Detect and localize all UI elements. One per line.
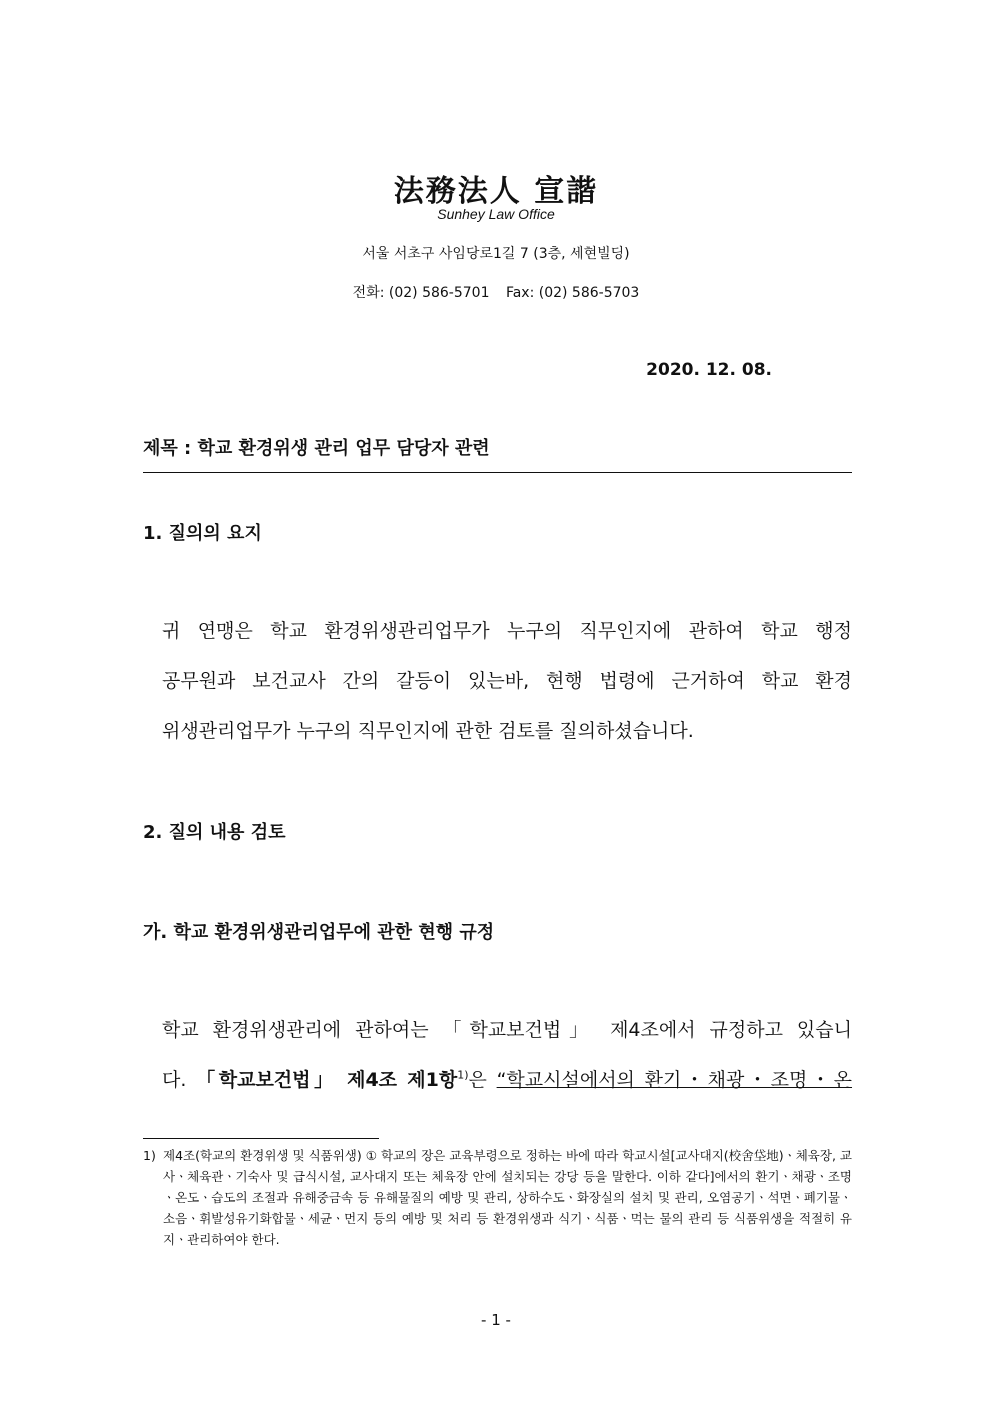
- line-particle: 은: [468, 1069, 497, 1091]
- paragraph-line: 위생관리업무가 누구의 직무인지에 관한 검토를 질의하셨습니다.: [162, 720, 694, 742]
- page-number: - 1 -: [481, 1311, 511, 1329]
- paragraph-line: 공무원과 보건교사 간의 갈등이 있는바, 현행 법령에 근거하여 학교 환경: [162, 670, 852, 692]
- firm-contact: [0, 282, 992, 302]
- phone-number: 전화: (02) 586-5701: [352, 285, 490, 301]
- document-subject: 제목 : 학교 환경위생 관리 업무 담당자 관련: [143, 438, 490, 459]
- quoted-provision: “학교시설에서의 환기・채광・조명・온: [496, 1069, 853, 1091]
- footnote-reference[interactable]: 1): [457, 1068, 469, 1082]
- paragraph-line: 학교 환경위생관리에 관하여는 「학교보건법」 제4조에서 규정하고 있습니: [162, 1019, 852, 1041]
- document-date: 2020. 12. 08.: [646, 360, 772, 380]
- current-rules-paragraph: [162, 1005, 852, 1105]
- footnote-divider: [143, 1138, 379, 1139]
- paragraph-line: 귀 연맹은 학교 환경위생관리업무가 누구의 직무인지에 관하여 학교 행정: [162, 620, 852, 642]
- footnote-number: 1): [143, 1148, 156, 1163]
- section-heading-inquiry-summary: 1. 질의의 요지: [143, 523, 262, 544]
- paragraph-line: [162, 1055, 852, 1105]
- footnote: [143, 1145, 852, 1250]
- inquiry-summary-paragraph: [162, 606, 852, 756]
- subject-divider: [143, 472, 852, 473]
- section-heading-review: 2. 질의 내용 검토: [143, 822, 286, 843]
- firm-address: 서울 서초구 사임당로1길 7 (3층, 세현빌딩): [362, 246, 630, 262]
- subsection-heading-current-rules: 가. 학교 환경위생관리업무에 관한 현행 규정: [143, 922, 495, 943]
- firm-name-english: Sunhey Law Office: [437, 206, 555, 222]
- line-prefix: 다.: [162, 1069, 197, 1091]
- firm-name: 法務法人 宣諧: [393, 174, 599, 209]
- law-citation: 「학교보건법」 제4조 제1항: [196, 1069, 458, 1091]
- footnote-text: 제4조(학교의 환경위생 및 식품위생) ① 학교의 장은 교육부령으로 정하는 바에 따라 학교시설[교사대지(校舍垈地)ㆍ체육장, 교사ㆍ체육관ㆍ기숙사 및 급식시설, 교사대지 또는 체육장 안에 설치되는 강당 등을 말한다. 이하 같다]에서의 환기ㆍ채광ㆍ조명ㆍ온도ㆍ습도의 조절과 유해중금속 등 유해물질의 예방 및 관리, 상하수도ㆍ화장실의 설치 및 관리, 오염공기ㆍ석면ㆍ폐기물ㆍ소음ㆍ휘발성유기화합물ㆍ세균ㆍ먼지 등의 예방 및 처리 등 환경위생과 식기ㆍ식품ㆍ먹는 물의 관리 등 식품위생을 적절히 유지ㆍ관리하여야 한다.: [163, 1148, 852, 1247]
- fax-number: Fax: (02) 586-5703: [505, 285, 640, 301]
